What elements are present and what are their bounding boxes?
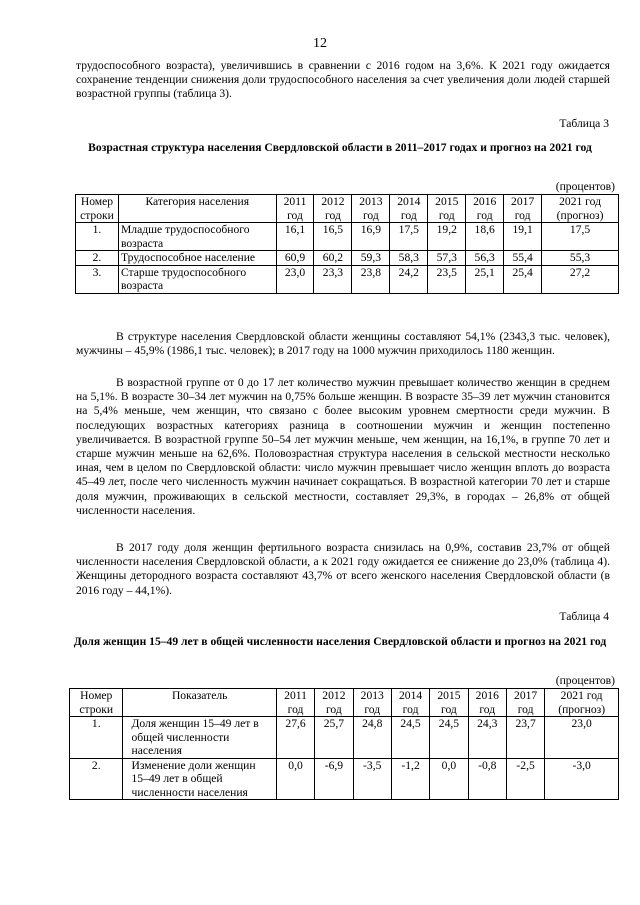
paragraph-age-groups: В возрастной группе от 0 до 17 лет количество мужчин превышает количество женщин в среднем на 5,1%. В возрасте 30–34 лет мужчин на 0,75% больше женщин. В возрасте 35–39 лет мужчин становится на 5,4% меньше, чем женщин, что связано с более высоким уровнем смертности среди мужчин. В последующих возрастных категориях разница в соотношении мужчин и женщин постепенно увеличивается. В возрастной группе 50–54 лет мужчин меньше, чем женщин, на 16,1%, в группе 70 лет и старше мужчин меньше на 62,6%. Половозрастная структура населения в сельской местности несколько иная, чем в целом по Свердловской области: число мужчин превышает число женщин вплоть до возраста 45–49 лет, после чего численность мужчин начинает сокращаться. В возрастной категории 70 лет и старше доля мужчин, проживающих в сельской местности, составляет 29,3%, в городах – 26,8% от общей численности населения. (76, 376, 610, 517)
paragraph-gender-structure: В структуре населения Свердловской области женщины составляют 54,1% (2343,3 тыс. человек), мужчины – 45,9% (1986,1 тыс. человек); в 2017 году на 1000 мужчин приходилось 1180 женщин. (76, 330, 610, 358)
value-cell: 23,8 (352, 265, 390, 293)
value-cell: 16,5 (314, 223, 352, 251)
table3-header-cell: 2013 год (352, 195, 390, 223)
indicator-cell: Изменение доли женщин 15–49 лет в общей численности населения (123, 758, 276, 800)
table3-header-cell: 2015 год (428, 195, 466, 223)
value-cell: 57,3 (428, 251, 466, 266)
paragraph-fertile-women: В 2017 году доля женщин фертильного возраста снизилась на 0,9%, составив 23,7% от общей численности населения Свердловской области, а к 2021 году ожидается ее снижение до 23,0% (таблица 4). Женщины детородного возраста составляют 43,7% от всего женского населения Свердловской области (в 2016 году – 44,1%). (76, 541, 610, 597)
value-cell: 24,2 (390, 265, 428, 293)
value-cell: 27,6 (276, 717, 314, 759)
value-cell: 0,0 (430, 758, 468, 800)
value-cell: 23,0 (545, 717, 619, 759)
value-cell: 24,8 (353, 717, 391, 759)
value-cell: 17,5 (542, 223, 619, 251)
value-cell: -0,8 (468, 758, 506, 800)
table3-header-cell: 2012 год (314, 195, 352, 223)
value-cell: 56,3 (466, 251, 504, 266)
table-row (76, 265, 619, 293)
value-cell: 23,0 (276, 265, 314, 293)
table3-header-cell: 2014 год (390, 195, 428, 223)
value-cell: 24,5 (430, 717, 468, 759)
value-cell: 59,3 (352, 251, 390, 266)
table4-header-cell: 2015 год (430, 689, 468, 717)
value-cell: 19,1 (504, 223, 542, 251)
table-row (76, 223, 619, 251)
value-cell: 60,2 (314, 251, 352, 266)
value-cell: 60,9 (276, 251, 314, 266)
table4-header-cell: 2013 год (353, 689, 391, 717)
table4-header-cell: 2021 год (прогноз) (545, 689, 619, 717)
value-cell: -2,5 (506, 758, 544, 800)
table4-header-cell: 2011 год (276, 689, 314, 717)
table4-units: (процентов) (555, 674, 615, 687)
table3-units: (процентов) (555, 180, 615, 193)
value-cell: 24,3 (468, 717, 506, 759)
value-cell: 24,5 (391, 717, 429, 759)
page-number: 12 (313, 36, 327, 51)
table4-label: Таблица 4 (559, 610, 609, 623)
value-cell: 23,7 (506, 717, 544, 759)
row-number: 3. (76, 265, 119, 293)
table3-header-row (76, 195, 619, 223)
row-number: 2. (76, 251, 119, 266)
table3-label: Таблица 3 (559, 117, 609, 130)
row-number: 1. (70, 717, 123, 759)
value-cell: 23,5 (428, 265, 466, 293)
category-cell: Старше трудоспособного возраста (118, 265, 276, 293)
table3-header-cell: Категория населения (118, 195, 276, 223)
value-cell: 25,7 (315, 717, 353, 759)
value-cell: 27,2 (542, 265, 619, 293)
value-cell: 25,1 (466, 265, 504, 293)
table4-title: Доля женщин 15–49 лет в общей численности населения Свердловской области и прогноз на 2021 год (73, 635, 607, 648)
category-cell: Младше трудоспособного возраста (118, 223, 276, 251)
table4 (69, 688, 619, 800)
value-cell: -6,9 (315, 758, 353, 800)
table4-header-cell: 2014 год (391, 689, 429, 717)
value-cell: 55,4 (504, 251, 542, 266)
indicator-cell: Доля женщин 15–49 лет в общей численности населения (123, 717, 276, 759)
table4-header-cell: 2012 год (315, 689, 353, 717)
table3-title: Возрастная структура населения Свердловской области в 2011–2017 годах и прогноз на 2021 год (88, 141, 592, 154)
intro-paragraph: трудоспособного возраста), увеличившись в сравнении с 2016 годом на 3,6%. К 2021 году ожидается сохранение тенденции снижения доли трудоспособного населения за счет увеличения доли людей старшей возрастной группы (таблица 3). (76, 59, 610, 101)
table3-header-cell: Номер строки (76, 195, 119, 223)
table-row (70, 758, 619, 800)
value-cell: 0,0 (276, 758, 314, 800)
table3-header-cell: 2021 год (прогноз) (542, 195, 619, 223)
category-cell: Трудоспособное население (118, 251, 276, 266)
value-cell: 19,2 (428, 223, 466, 251)
table-row (76, 251, 619, 266)
value-cell: 55,3 (542, 251, 619, 266)
value-cell: 18,6 (466, 223, 504, 251)
value-cell: -1,2 (391, 758, 429, 800)
value-cell: 16,9 (352, 223, 390, 251)
table4-header-cell: Показатель (123, 689, 276, 717)
value-cell: 17,5 (390, 223, 428, 251)
table3-header-cell: 2017 год (504, 195, 542, 223)
value-cell: 58,3 (390, 251, 428, 266)
table3-header-cell: 2016 год (466, 195, 504, 223)
value-cell: -3,0 (545, 758, 619, 800)
table4-header-cell: Номер строки (70, 689, 123, 717)
value-cell: 16,1 (276, 223, 314, 251)
table3-header-cell: 2011 год (276, 195, 314, 223)
table4-header-cell: 2016 год (468, 689, 506, 717)
table3 (75, 194, 619, 294)
row-number: 2. (70, 758, 123, 800)
table4-header-row (70, 689, 619, 717)
table-row (70, 717, 619, 759)
value-cell: -3,5 (353, 758, 391, 800)
value-cell: 25,4 (504, 265, 542, 293)
row-number: 1. (76, 223, 119, 251)
value-cell: 23,3 (314, 265, 352, 293)
table4-header-cell: 2017 год (506, 689, 544, 717)
